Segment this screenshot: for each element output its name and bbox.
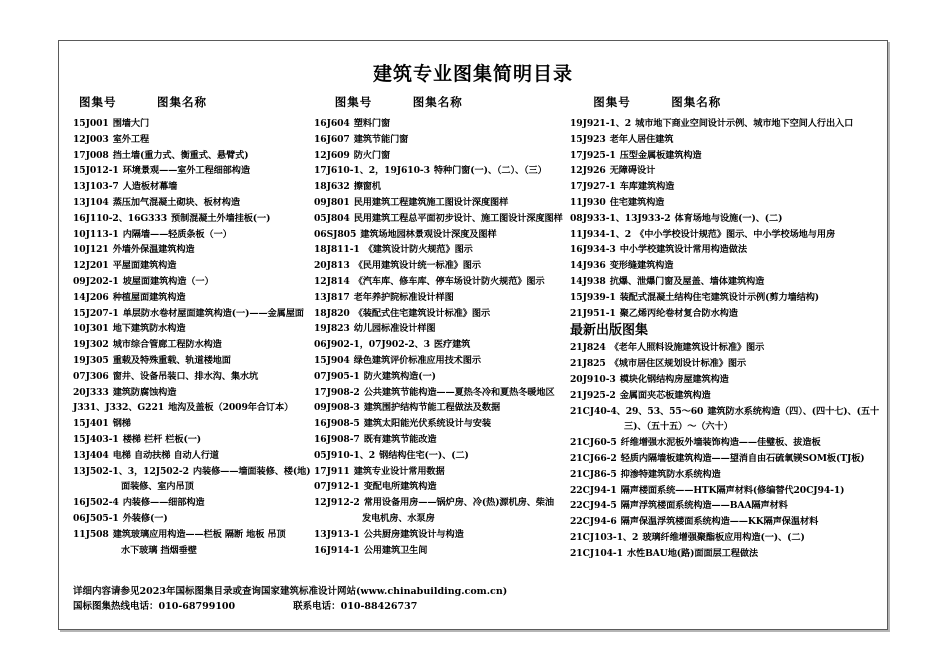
- catalog-entry[interactable]: [73, 214, 312, 223]
- catalog-entry[interactable]: [73, 261, 312, 270]
- catalog-entry-code: 21J825: [570, 358, 606, 370]
- catalog-entry[interactable]: [73, 530, 312, 539]
- catalog-entry[interactable]: [570, 214, 875, 223]
- catalog-entry[interactable]: [314, 451, 570, 460]
- catalog-entry[interactable]: [570, 359, 875, 368]
- catalog-entry-name: 隔声楼面系统——HTK隔声材料(修编替代20CJ94-1): [620, 484, 845, 496]
- catalog-entry-name: 变形缝建筑构造: [609, 260, 674, 272]
- catalog-entry-name: 公用建筑卫生间: [363, 544, 428, 556]
- catalog-entry[interactable]: [73, 166, 312, 175]
- catalog-entry-code: 12J926: [570, 165, 606, 177]
- catalog-entry-code: 21CJ104-1: [570, 547, 623, 559]
- catalog-page: [58, 40, 888, 630]
- catalog-entry-code: 06J505-1: [73, 512, 119, 524]
- catalog-entry-code: 22CJ94-1: [570, 484, 617, 496]
- catalog-entry-name: 坡屋面建筑构造（一）: [122, 275, 214, 287]
- catalog-entry[interactable]: [570, 293, 875, 302]
- catalog-entry-code: 19J305: [73, 354, 109, 366]
- catalog-entry-name: 《建筑设计防火规范》图示: [363, 244, 473, 256]
- catalog-entry-code: 20J333: [73, 386, 109, 398]
- catalog-entry-code: 10J301: [73, 323, 109, 335]
- column-headers: [59, 94, 887, 110]
- catalog-entry[interactable]: [314, 135, 570, 144]
- footer-contact: 联系电话：010-88426737: [293, 601, 418, 613]
- catalog-entry[interactable]: [570, 309, 875, 318]
- catalog-entry-code: 14J936: [570, 260, 606, 272]
- catalog-entry-code: 12J003: [73, 133, 109, 145]
- catalog-entry-code: 20J910-3: [570, 373, 616, 385]
- catalog-entry-code: 06J902-1，07J902-2、3: [314, 339, 430, 351]
- catalog-entry[interactable]: [314, 419, 570, 428]
- catalog-entry[interactable]: [314, 182, 570, 191]
- catalog-entry[interactable]: [73, 277, 312, 286]
- catalog-entry-code: 16J502-4: [73, 497, 119, 509]
- catalog-entry-name: 《中小学校设计规范》图示、中小学校场地与用房: [635, 228, 836, 240]
- catalog-column-1: [59, 119, 312, 565]
- catalog-entry-code: 18J820: [314, 307, 350, 319]
- catalog-entry-code: 21J951-1: [570, 307, 616, 319]
- catalog-entry[interactable]: [73, 324, 312, 333]
- catalog-entry[interactable]: [314, 340, 570, 349]
- catalog-entry-code: 15J923: [570, 133, 606, 145]
- catalog-entry-name: 建筑玻璃应用构造——栏板 隔断 地板 吊顶: [112, 528, 286, 540]
- catalog-entry-code: 16J110-2、16G333: [73, 212, 168, 224]
- catalog-entry-code: 21CJ40-4、29、53、55～60: [570, 405, 704, 417]
- catalog-entry-code: 15J401: [73, 418, 109, 430]
- catalog-entry-name: 防火建筑构造(一): [363, 370, 436, 382]
- catalog-entry-code: 07J306: [73, 370, 109, 382]
- catalog-entry-name: 擦窗机: [353, 181, 381, 193]
- catalog-entry-name: 平屋面建筑构造: [112, 260, 177, 272]
- catalog-entry-name: 装配式混凝土结构住宅建筑设计示例(剪力墙结构): [619, 291, 820, 303]
- catalog-entry-code: 15J012-1: [73, 165, 119, 177]
- catalog-entry-code: 17J008: [73, 149, 109, 161]
- catalog-entry-code: 16J607: [314, 133, 350, 145]
- catalog-entry-name: 无障碍设计: [609, 165, 656, 177]
- catalog-entry-code: 05J804: [314, 212, 350, 224]
- catalog-entry[interactable]: [73, 119, 312, 128]
- catalog-entry[interactable]: [570, 230, 875, 239]
- catalog-entry-name: 老年养护院标准设计样图: [353, 291, 454, 303]
- catalog-entry[interactable]: [314, 198, 570, 207]
- catalog-entry-name: 地沟及盖板（2009年合订本）: [168, 402, 294, 414]
- catalog-entry-code: 09J202-1: [73, 275, 119, 287]
- catalog-entry-code: 11J930: [570, 196, 606, 208]
- catalog-entry-code: 13J103-7: [73, 181, 119, 193]
- catalog-entry-code: 22CJ94-5: [570, 500, 617, 512]
- catalog-entry-code: 11J508: [73, 528, 109, 540]
- catalog-entry-name: 民用建筑工程总平面初步设计、施工图设计深度图样: [353, 212, 563, 224]
- catalog-entry-code: 14J938: [570, 275, 606, 287]
- catalog-entry-code: 19J302: [73, 339, 109, 351]
- catalog-entry-code: 22CJ94-6: [570, 516, 617, 528]
- catalog-entry-name: 环境景观——室外工程细部构造: [122, 165, 250, 177]
- catalog-entry-name: 聚乙烯丙纶卷材复合防水构造: [619, 307, 738, 319]
- catalog-entry[interactable]: [314, 372, 570, 381]
- catalog-column-3: [570, 118, 880, 565]
- catalog-entry-name: 地下建筑防水构造: [112, 323, 186, 335]
- catalog-entry[interactable]: [73, 340, 312, 349]
- catalog-entry[interactable]: [73, 419, 312, 428]
- catalog-entry-name: 塑料门窗: [353, 118, 391, 129]
- catalog-entry[interactable]: [73, 230, 312, 239]
- catalog-entry-code: 21J824: [570, 342, 606, 354]
- catalog-entry-name: 楼梯 栏杆 栏板(一): [122, 433, 202, 445]
- catalog-entry-code: 15J207-1: [73, 307, 119, 319]
- catalog-entry-name: 面装修、室内吊顶: [121, 481, 194, 493]
- catalog-entry-name: 三)、（五十五）～（六十）: [624, 421, 733, 433]
- catalog-entry-name: 外装修(一): [122, 512, 168, 524]
- catalog-entry-code: 16J914-1: [314, 544, 360, 556]
- catalog-entry-code: 12J201: [73, 260, 109, 272]
- catalog-entry-name: 人造板材幕墙: [122, 181, 178, 193]
- catalog-entry-code: 17J927-1: [570, 181, 616, 193]
- catalog-entry-name: 《老年人照料设施建筑设计标准》图示: [609, 342, 765, 354]
- catalog-entry-name: 抗爆、泄爆门窗及屋盖、墙体建筑构造: [609, 275, 765, 287]
- catalog-entry[interactable]: [73, 135, 312, 144]
- catalog-entry-name: 水性BAU地(路)面面层工程做法: [626, 547, 758, 559]
- catalog-entry[interactable]: [570, 119, 875, 128]
- catalog-entry[interactable]: [73, 245, 312, 254]
- catalog-entry-name: 城市综合管廊工程防水构造: [112, 339, 222, 351]
- catalog-entry-code: 13J404: [73, 449, 109, 461]
- catalog-entry[interactable]: [570, 151, 875, 160]
- catalog-entry-code: 07J912-1: [314, 481, 360, 493]
- catalog-entry-name: 钢结构住宅(一)、(二): [379, 449, 469, 461]
- catalog-entry[interactable]: [314, 309, 570, 318]
- catalog-entry[interactable]: [314, 245, 570, 254]
- catalog-entry[interactable]: [314, 166, 570, 175]
- catalog-entry-name: 预制混凝土外墙挂板(一): [171, 212, 271, 224]
- catalog-entry[interactable]: [570, 438, 875, 447]
- catalog-entry-name: 发电机房、水泵房: [362, 512, 435, 524]
- catalog-entry-name: 《汽车库、修车库、停车场设计防火规范》图示: [353, 275, 545, 287]
- catalog-entry-code: 15J939-1: [570, 291, 616, 303]
- header-name-label-1: 图集名称: [157, 95, 207, 109]
- section-heading: 最新出版图集: [570, 323, 649, 339]
- catalog-entry[interactable]: [570, 261, 875, 270]
- catalog-entry[interactable]: [314, 498, 570, 507]
- catalog-entry-name: 外墙外保温建筑构造: [112, 244, 195, 256]
- catalog-entry-name: 建筑专业设计常用数据: [353, 465, 445, 477]
- catalog-entry[interactable]: [570, 343, 875, 352]
- catalog-entry-name: 公共厨房建筑设计与构造: [363, 528, 464, 540]
- catalog-entry[interactable]: [73, 498, 312, 507]
- catalog-entry-name: 绿色建筑评价标准应用技术图示: [353, 354, 481, 366]
- catalog-entry-name: 隔声保温浮筑楼面系统构造——KK隔声保温材料: [620, 516, 819, 528]
- catalog-entry-name: 《城市居住区规划设计标准》图示: [609, 358, 747, 370]
- catalog-entry[interactable]: [570, 198, 875, 207]
- catalog-entry-code: 07J905-1: [314, 370, 360, 382]
- catalog-entry[interactable]: [73, 309, 312, 318]
- catalog-entry[interactable]: [570, 375, 875, 384]
- catalog-entry-name: 玻璃纤维增强聚酯板应用构造(一)、(二): [642, 531, 805, 543]
- page-title: 建筑专业图集简明目录: [372, 63, 573, 85]
- catalog-entry-code: 18J811-1: [314, 244, 360, 256]
- header-name-label-2: 图集名称: [412, 95, 463, 109]
- catalog-entry[interactable]: [314, 261, 570, 270]
- catalog-entry[interactable]: [314, 214, 570, 223]
- catalog-entry-name: 变配电所建筑构造: [363, 481, 437, 493]
- catalog-entry[interactable]: [314, 403, 570, 412]
- catalog-entry-name: 内隔墙——轻质条板（一）: [122, 228, 232, 240]
- header-name-label-3: 图集名称: [671, 95, 722, 109]
- catalog-entry-code: 21CJ86-5: [570, 468, 617, 480]
- catalog-entry-code: 17J908-2: [314, 386, 360, 398]
- catalog-entry-name: 建筑防腐蚀构造: [112, 386, 177, 398]
- catalog-entry[interactable]: [570, 391, 875, 400]
- catalog-entry[interactable]: [570, 549, 875, 558]
- catalog-entry[interactable]: [570, 277, 875, 286]
- catalog-entry[interactable]: [73, 198, 312, 207]
- catalog-entry[interactable]: [314, 230, 570, 239]
- catalog-entry-code: 21CJ103-1、2: [570, 531, 639, 543]
- catalog-entry-name: 单层防水卷材屋面建筑构造(一)——金属屋面: [122, 307, 304, 319]
- catalog-entry[interactable]: [314, 119, 570, 128]
- catalog-entry-name: 隔声浮筑楼面系统构造——BAA隔声材料: [620, 500, 788, 512]
- catalog-entry[interactable]: [73, 435, 312, 444]
- catalog-entry-name: 重载及特殊重载、轨道楼地面: [112, 354, 231, 366]
- catalog-entry-code: 09J801: [314, 196, 350, 208]
- catalog-entry-code: 20J813: [314, 260, 350, 272]
- catalog-entry[interactable]: [570, 501, 875, 510]
- catalog-entry[interactable]: [570, 166, 875, 175]
- header-code-label-2: 图集号: [334, 95, 373, 109]
- catalog-entry[interactable]: [314, 151, 570, 160]
- catalog-entry[interactable]: [73, 356, 312, 365]
- catalog-entry-name: 纤维增强水泥板外墙装饰构造——佳璧板、拔造板: [620, 437, 821, 449]
- catalog-entry-name: 中小学校建筑设计常用构造做法: [619, 244, 747, 256]
- catalog-entry-code: 13J104: [73, 196, 109, 208]
- catalog-entry-name: 电梯 自动扶梯 自动人行道: [112, 449, 219, 461]
- catalog-entry-code: 16J604: [314, 118, 350, 129]
- catalog-entry-code: 08J933-1、13J933-2: [570, 212, 671, 224]
- catalog-entry-code: 21J925-2: [570, 389, 616, 401]
- catalog-entry[interactable]: [570, 486, 875, 495]
- catalog-entry-name: 老年人居住建筑: [609, 133, 674, 145]
- catalog-entry-name: 内装修——细部构造: [122, 497, 205, 509]
- catalog-entry-name: 种植屋面建筑构造: [112, 291, 186, 303]
- catalog-entry-name: 既有建筑节能改造: [363, 433, 437, 445]
- catalog-entry-code: 19J921-1、2: [570, 118, 632, 129]
- catalog-entry-continuation[interactable]: [314, 514, 570, 523]
- catalog-entry-name: 抑渗特建筑防水系统构造: [620, 468, 721, 480]
- catalog-entry[interactable]: [73, 451, 312, 460]
- catalog-entry[interactable]: [314, 388, 570, 397]
- catalog-entry[interactable]: [73, 372, 312, 381]
- catalog-entry-continuation[interactable]: [570, 422, 875, 431]
- catalog-entry-name: 蒸压加气混凝土砌块、板材构造: [112, 196, 240, 208]
- catalog-entry-name: 公共建筑节能构造——夏热冬冷和夏热冬暖地区: [363, 386, 555, 398]
- catalog-entry-code: 13J817: [314, 291, 350, 303]
- catalog-entry-name: 围墙大门: [112, 118, 150, 129]
- catalog-entry[interactable]: [314, 293, 570, 302]
- catalog-entry-code: 09J908-3: [314, 402, 360, 414]
- catalog-entry-continuation[interactable]: [73, 546, 312, 555]
- catalog-entry-name: 水下玻璃 挡烟垂壁: [121, 544, 197, 556]
- column-header-1: [59, 94, 327, 110]
- catalog-entry-name: 挡土墙(重力式、衡重式、悬臂式): [112, 149, 249, 161]
- catalog-entry[interactable]: [314, 277, 570, 286]
- catalog-entry[interactable]: [73, 182, 312, 191]
- catalog-entry-code: 15J403-1: [73, 433, 119, 445]
- catalog-entry-name: 《民用建筑设计统一标准》图示: [353, 260, 481, 272]
- catalog-entry-code: 15J001: [73, 118, 109, 129]
- catalog-entry-name: 常用设备用房——锅炉房、冷(热)源机房、柴油: [363, 497, 554, 509]
- catalog-entry-name: 民用建筑工程建筑施工图设计深度图样: [353, 196, 509, 208]
- catalog-entry-code: 16J908-5: [314, 418, 360, 430]
- catalog-entry-name: 住宅建筑构造: [609, 196, 665, 208]
- catalog-entry[interactable]: [73, 514, 312, 523]
- catalog-entry-code: 12J912-2: [314, 497, 360, 509]
- catalog-entry-code: J331、J332、G221: [73, 402, 165, 414]
- catalog-entry-code: 17J610-1、2，19J610-3: [314, 165, 430, 177]
- catalog-entry-name: 建筑场地园林景观设计深度及图样: [360, 228, 497, 240]
- catalog-entry-name: 金属面夹芯板建筑构造: [619, 389, 711, 401]
- header-code-label-3: 图集号: [593, 95, 631, 109]
- catalog-entry-name: 建筑防水系统构造（四）、(四十七)、(五十: [707, 405, 880, 417]
- catalog-entry-code: 21CJ66-2: [570, 452, 617, 464]
- catalog-entry[interactable]: [73, 293, 312, 302]
- catalog-entry[interactable]: [570, 245, 875, 254]
- catalog-column-2: [312, 119, 570, 565]
- catalog-entry-name: 防火门窗: [353, 149, 391, 161]
- catalog-entry[interactable]: [314, 482, 570, 491]
- catalog-entry-code: 16J934-3: [570, 244, 616, 256]
- catalog-entry[interactable]: [73, 403, 312, 412]
- catalog-entry-code: 10J121: [73, 244, 109, 256]
- catalog-entry-name: 建筑太阳能光伏系统设计与安装: [363, 418, 491, 430]
- catalog-entry-name: 钢梯: [112, 418, 131, 430]
- catalog-entry[interactable]: [73, 467, 312, 476]
- catalog-entry-code: 13J502-1、3，12J502-2: [73, 465, 189, 477]
- catalog-entry-code: 16J908-7: [314, 433, 360, 445]
- catalog-entry-name: 特种门窗(一)、（二）、（三）: [433, 165, 547, 177]
- catalog-entry-name: 幼儿园标准设计样图: [353, 323, 436, 335]
- catalog-entry-code: 17J911: [314, 465, 350, 477]
- catalog-entry[interactable]: [570, 405, 880, 417]
- catalog-entry-code: 17J925-1: [570, 149, 616, 161]
- catalog-entry[interactable]: [314, 324, 570, 333]
- catalog-entry-code: 13J913-1: [314, 528, 360, 540]
- catalog-entry[interactable]: [73, 388, 312, 397]
- catalog-entry-code: 06SJ805: [314, 228, 357, 240]
- column-header-3: [587, 94, 887, 110]
- catalog-entry[interactable]: [570, 517, 875, 526]
- catalog-entry-name: 《装配式住宅建筑设计标准》图示: [353, 307, 491, 319]
- catalog-entry[interactable]: [314, 546, 570, 555]
- catalog-entry-code: 11J934-1、2: [570, 228, 632, 240]
- catalog-entry[interactable]: [570, 470, 875, 479]
- catalog-entry[interactable]: [570, 533, 875, 542]
- footer-reference-line: 详细内容请参见2023年国标图集目录或查询国家建筑标准设计网站(www.chinabuilding.com.cn): [73, 585, 508, 597]
- catalog-entry[interactable]: [314, 530, 570, 539]
- catalog-entry-name: 医疗建筑: [433, 339, 471, 351]
- catalog-entry-name: 室外工程: [112, 133, 150, 145]
- catalog-entry-code: 10J113-1: [73, 228, 119, 240]
- catalog-entry-name: 轻质内隔墙板建筑构造——望消自由石硫氧镁SOM板(TJ板): [620, 452, 865, 464]
- catalog-entry[interactable]: [314, 435, 570, 444]
- catalog-entry-code: 05J910-1、2: [314, 449, 376, 461]
- footer-hotline: 国标图集热线电话：010-68799100: [73, 601, 236, 613]
- catalog-entry-name: 车库建筑构造: [619, 181, 675, 193]
- catalog-entry-name: 内装修——墙面装修、楼(地): [192, 465, 311, 477]
- catalog-entry[interactable]: [570, 454, 875, 463]
- catalog-entry-name: 建筑围护结构节能工程做法及数据: [363, 402, 501, 414]
- catalog-columns: [59, 119, 887, 565]
- catalog-entry-name: 城市地下商业空间设计示例、城市地下空间人行出入口: [635, 118, 854, 129]
- catalog-entry[interactable]: [73, 151, 312, 160]
- catalog-entry[interactable]: [570, 182, 875, 191]
- catalog-entry-name: 窗井、设备吊装口、排水沟、集水坑: [112, 370, 259, 382]
- catalog-entry[interactable]: [570, 135, 875, 144]
- catalog-entry-code: 15J904: [314, 354, 350, 366]
- catalog-entry-code: 14J206: [73, 291, 109, 303]
- footer: [73, 584, 507, 615]
- catalog-entry-continuation[interactable]: [73, 482, 312, 491]
- catalog-entry-name: 模块化钢结构房屋建筑构造: [619, 373, 729, 385]
- catalog-entry-code: 12J609: [314, 149, 350, 161]
- catalog-entry-code: 19J823: [314, 323, 350, 335]
- catalog-entry-name: 建筑节能门窗: [353, 133, 409, 145]
- catalog-entry-code: 12J814: [314, 275, 350, 287]
- catalog-entry-name: 压型金属板建筑构造: [619, 149, 702, 161]
- column-header-2: [327, 94, 588, 110]
- catalog-entry[interactable]: [314, 356, 570, 365]
- catalog-entry[interactable]: [314, 467, 570, 476]
- catalog-entry-code: 21CJ60-5: [570, 437, 617, 449]
- catalog-entry-name: 体育场地与设施(一)、(二): [674, 212, 783, 224]
- header-code-label-1: 图集号: [79, 95, 117, 109]
- catalog-entry-code: 18J632: [314, 181, 350, 193]
